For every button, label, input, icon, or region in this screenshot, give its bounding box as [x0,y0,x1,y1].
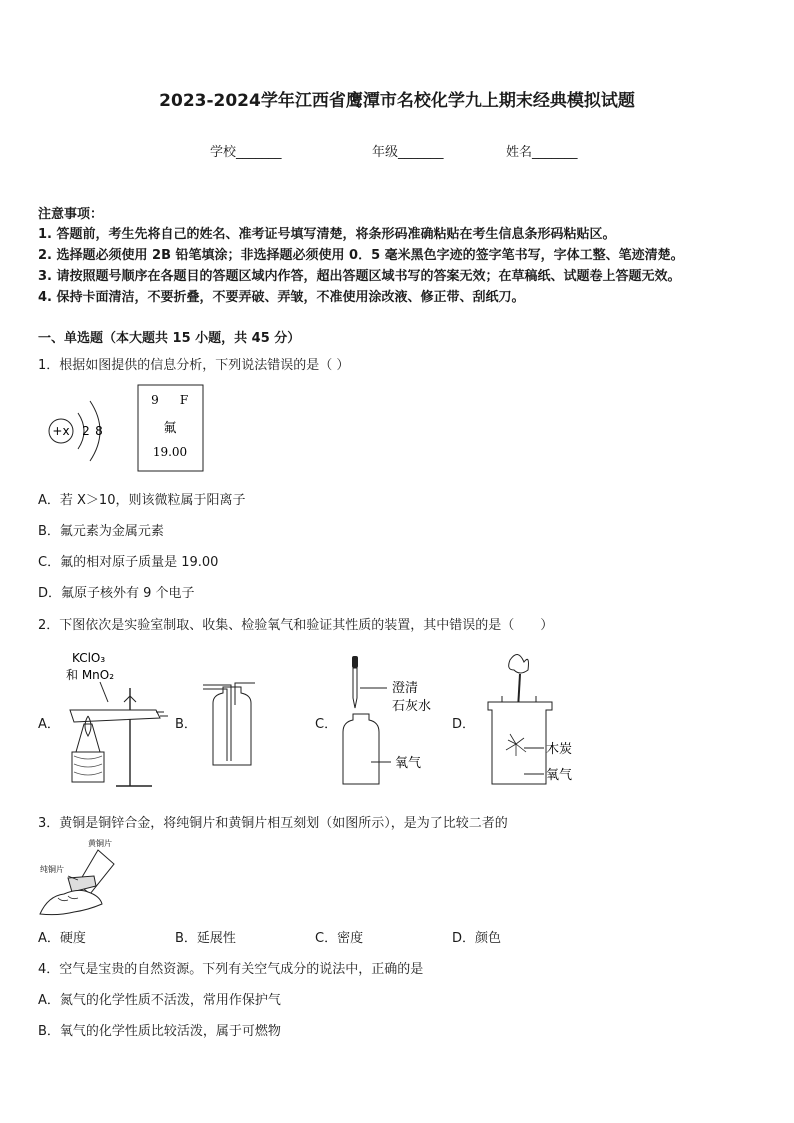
question-3-stem: 3．黄铜是铜锌合金，将纯铜片和黄铜片相互刻划（如图所示），是为了比较二者的 [38,816,508,831]
shell-1-electrons: 2 [82,424,90,438]
question-1-stem: 1．根据如图提供的信息分析，下列说法错误的是（ ） [38,358,350,373]
element-symbol: F [179,393,189,407]
q1-option-c: C．氟的相对原子质量是 19.00 [38,555,219,570]
q3-option-c: C．密度 [315,931,364,946]
apparatus-a-heating-tube [60,648,170,790]
limewater-label: 石灰水 [392,699,432,714]
oxygen-label: 氧气 [395,756,422,771]
oxygen-label: 氧气 [546,768,573,783]
limewater-label: 澄清 [392,681,419,696]
q2-option-a-label: A． [38,717,60,732]
notice-heading: 注意事项： [38,207,104,222]
q1-diagram [40,383,220,475]
copper-plate-label: 纯铜片 [40,865,64,874]
q1-option-a: A．若 X＞10，则该微粒属于阳离子 [38,493,246,508]
nucleus-label: +x [52,424,70,438]
atom-structure-diagram [49,401,103,461]
q1-option-d: D．氟原子核外有 9 个电子 [38,586,195,601]
q3-option-a: A．硬度 [38,931,86,946]
q2-option-b-label: B． [175,717,197,732]
grade-field: 年级_______ [372,145,444,160]
notice-item: 1. 答题前，考生先将自己的姓名、准考证号填写清楚，将条形码准确粘贴在考生信息条形码粘贴区。 [38,227,616,242]
q4-option-a: A．氮气的化学性质不活泼，常用作保护气 [38,993,281,1008]
element-cell-fluorine [138,385,203,471]
atomic-mass: 19.00 [152,445,188,459]
name-field: 姓名_______ [506,145,578,160]
notice-item: 4. 保持卡面清洁，不要折叠，不要弄破、弄皱，不准使用涂改液、修正带、刮纸刀。 [38,290,525,305]
page-title: 2023-2024学年江西省鹰潭市名校化学九上期末经典模拟试题 [159,91,635,111]
apparatus-d-charcoal-combustion [480,648,590,790]
apparatus-b-collection-bottle [195,675,265,770]
question-4-stem: 4．空气是宝贵的自然资源。下列有关空气成分的说法中，正确的是 [38,962,424,977]
q1-option-b: B．氟元素为金属元素 [38,524,164,539]
school-field: 学校_______ [210,145,282,160]
reagent-label: 和 MnO₂ [66,668,115,682]
question-2-stem: 2．下图依次是实验室制取、收集、检验氧气和验证其性质的装置，其中错误的是（ ） [38,618,554,633]
section-heading: 一、单选题（本大题共 15 小题，共 45 分） [38,331,301,346]
reagent-label: KClO₃ [72,651,106,665]
notice-item: 3. 请按照题号顺序在各题目的答题区域内作答，超出答题区域书写的答案无效；在草稿纸、试题卷上答题无效。 [38,269,681,284]
charcoal-label: 木炭 [546,742,573,757]
apparatus-c-dropper-bottle [335,652,445,787]
q4-option-b: B．氧气的化学性质比较活泼，属于可燃物 [38,1024,281,1039]
q2-option-d-label: D． [452,717,476,732]
q3-option-d: D．颜色 [452,931,502,946]
element-name: 氟 [163,421,177,436]
shell-2-electrons: 8 [95,424,103,438]
brass-plate-label: 黄铜片 [88,839,112,848]
q2-option-c-label: C． [315,717,338,732]
notice-item: 2. 选择题必须使用 2B 铅笔填涂；非选择题必须使用 0．5 毫米黑色字迹的签字笔书写，字体工整、笔迹清楚。 [38,248,684,263]
q3-figure-scratching-plates [38,836,130,918]
q3-option-b: B．延展性 [175,931,236,946]
atomic-number: 9 [151,393,159,407]
